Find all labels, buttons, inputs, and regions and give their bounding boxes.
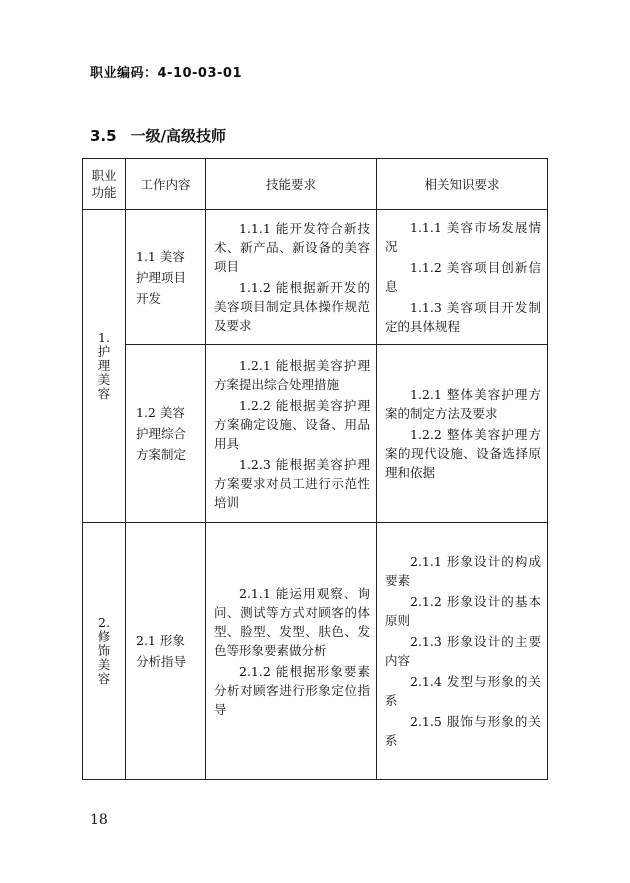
section-heading xyxy=(90,125,226,146)
knowledge-item: 1.2.2 整体美容护理方案的现代设施、设备选择原理和依据 xyxy=(385,427,541,480)
table-header-row xyxy=(83,159,548,210)
knowledge-item: 2.1.3 形象设计的主要内容 xyxy=(385,634,541,668)
function-cell xyxy=(83,523,126,780)
table-row xyxy=(83,210,548,345)
occupation-code: 职业编码：4-10-03-01 xyxy=(90,66,243,81)
table-row xyxy=(83,523,548,780)
knowledge-cell xyxy=(377,523,548,780)
skill-item: 1.2.3 能根据美容护理方案要求对员工进行示范性培训 xyxy=(214,456,370,510)
table-row xyxy=(83,345,548,523)
knowledge-item: 1.2.1 整体美容护理方案的制定方法及要求 xyxy=(385,387,541,421)
skill-item: 1.2.2 能根据美容护理方案确定设施、设备、用品用具 xyxy=(214,397,370,451)
section-title: 一级/高级技师 xyxy=(130,127,227,145)
knowledge-item: 1.1.3 美容项目开发制定的具体规程 xyxy=(385,300,541,334)
section-number: 3.5 xyxy=(90,127,117,145)
column-header-knowledge: 相关知识要求 xyxy=(377,159,548,210)
skills-table xyxy=(82,158,548,780)
knowledge-cell xyxy=(377,345,548,523)
skills-cell xyxy=(206,523,377,780)
skill-item: 2.1.1 能运用观察、询问、测试等方式对顾客的体型、脸型、发型、肤色、发色等形象要素做分析 xyxy=(214,585,370,658)
skill-item: 1.2.1 能根据美容护理方案提出综合处理措施 xyxy=(214,357,370,392)
page-number: 18 xyxy=(90,812,108,828)
function-label: 1. 护理美容 xyxy=(97,329,111,401)
function-label: 2. 修饰美容 xyxy=(97,614,111,686)
knowledge-item: 2.1.5 服饰与形象的关系 xyxy=(385,714,541,748)
knowledge-item: 1.1.1 美容市场发展情况 xyxy=(385,220,541,254)
skill-item: 1.1.1 能开发符合新技术、新产品、新设备的美容项目 xyxy=(214,221,370,274)
work-cell: 1.2 美容护理综合方案制定 xyxy=(126,345,206,523)
function-cell xyxy=(83,210,126,523)
skills-cell xyxy=(206,345,377,523)
knowledge-item: 1.1.2 美容项目创新信息 xyxy=(385,260,541,294)
knowledge-item: 2.1.1 形象设计的构成要素 xyxy=(385,554,541,588)
knowledge-cell xyxy=(377,210,548,345)
skills-cell xyxy=(206,210,377,345)
knowledge-item: 2.1.4 发型与形象的关系 xyxy=(385,674,541,708)
column-header-function: 职业功能 xyxy=(83,159,126,210)
knowledge-item: 2.1.2 形象设计的基本原则 xyxy=(385,594,541,628)
skill-item: 1.1.2 能根据新开发的美容项目制定具体操作规范及要求 xyxy=(214,280,370,333)
column-header-work: 工作内容 xyxy=(126,159,206,210)
work-cell: 1.1 美容护理项目开发 xyxy=(126,210,206,345)
work-cell: 2.1 形象分析指导 xyxy=(126,523,206,780)
column-header-skills: 技能要求 xyxy=(206,159,377,210)
skill-item: 2.1.2 能根据形象要素分析对顾客进行形象定位指导 xyxy=(214,663,370,717)
